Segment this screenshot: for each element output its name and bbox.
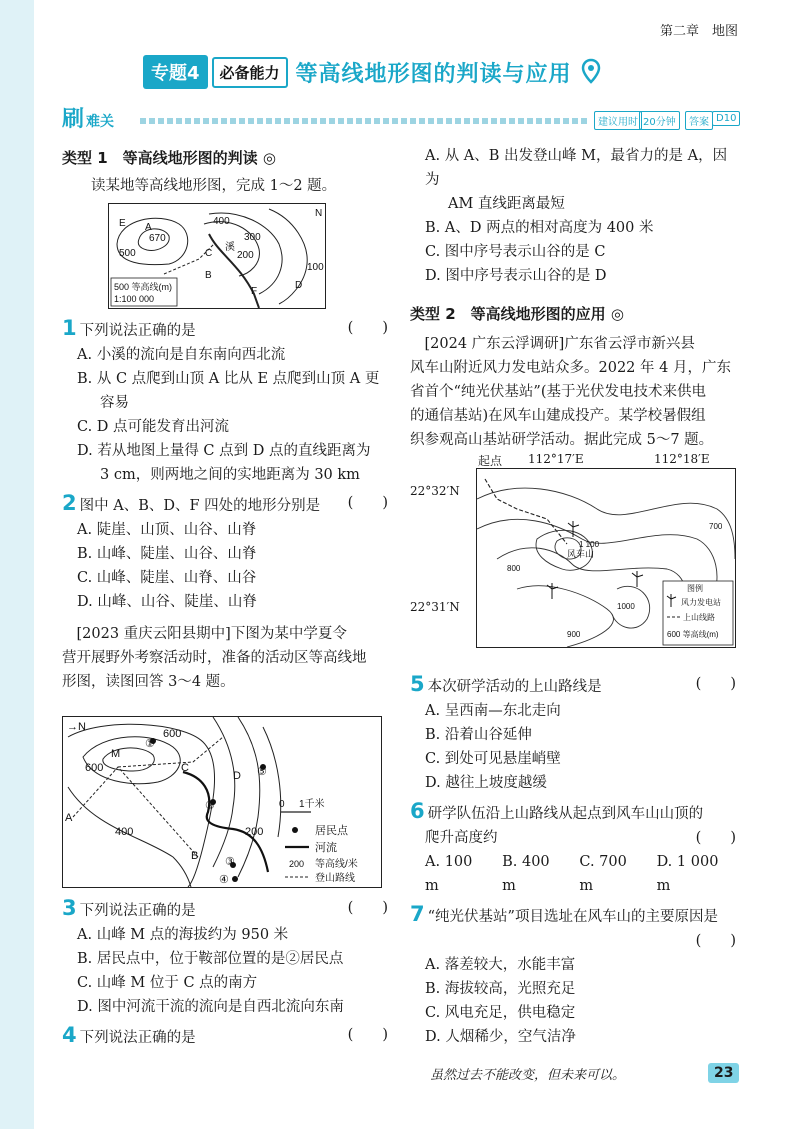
map2-label-400: 400 — [115, 826, 134, 838]
map1-legend-contour: 500 等高线(m) — [114, 282, 173, 292]
map2-label-b: B — [191, 850, 199, 862]
topic-title — [143, 55, 604, 89]
map2-legend-river: 河流 — [315, 842, 337, 854]
q4-option-b: B. A、D 两点的相对高度为 400 米 — [425, 220, 654, 236]
left-margin-strip — [0, 0, 34, 1129]
map3-lon2: 112°18′E — [654, 452, 710, 466]
map2-label-m: M — [111, 748, 121, 760]
map3-legend-contour: 600 等高线(m) — [667, 630, 719, 639]
ability-tag: 必备能力 — [212, 57, 288, 88]
contour-map-1 — [108, 203, 326, 309]
question-4: 4 下列说法正确的是 ( ) — [62, 1023, 388, 1047]
intro-q5-7-l2: 风车山附近风力发电站众多。2022 年 4 月，广东 — [410, 360, 731, 376]
q7-option-b: B. 海拔较高，光照充足 — [425, 981, 576, 997]
intro-q5-7-l3: 省首个“纯光伏基站”(基于光伏发电技术来供电 — [410, 384, 706, 400]
map2-site-3: ③ — [225, 856, 235, 868]
chapter-header: 第二章 地图 — [659, 24, 738, 39]
question-2: 2 图中 A、B、D、F 四处的地形分别是 ( ) — [62, 491, 388, 515]
divider-line — [140, 118, 590, 124]
map3-peak-height: 1 100 — [579, 540, 600, 549]
map2-site-5: ⑤ — [257, 766, 267, 778]
map2-legend-contour-value: 200 — [289, 859, 305, 869]
q3-option-b: B. 居民点中，位于鞍部位置的是②居民点 — [77, 951, 344, 967]
map3-peak-name: 风车山 — [567, 549, 595, 559]
map1-scale: 1:100 000 — [114, 294, 155, 304]
question-6: 6 研学队伍沿上山路线从起点到风车山山顶的 — [410, 799, 704, 823]
q1-option-d-cont: 3 cm，则两地之间的实地距离为 30 km — [100, 467, 360, 483]
map2-label-a: A — [65, 812, 73, 824]
topic-tag: 专题4 — [143, 55, 208, 89]
intro-q1-2: 读某地等高线地形图，完成 1～2 题。 — [91, 178, 337, 194]
map1-label-500: 500 — [119, 248, 136, 259]
map3-c900: 900 — [567, 630, 581, 639]
map1-label-d: D — [295, 280, 303, 291]
q2-option-c: C. 山峰、陡崖、山脊、山谷 — [77, 570, 257, 586]
topic-text: 等高线地形图的判读与应用 — [295, 61, 572, 87]
map2-site-1: ① — [145, 738, 155, 750]
question-1: 1 下列说法正确的是 ( ) — [62, 316, 388, 340]
map2-label-600a: 600 — [163, 728, 182, 740]
left-questions-a — [62, 316, 388, 694]
map2-north: →N — [67, 721, 86, 733]
target-icon: ◎ — [610, 305, 624, 323]
map1-label-stream: 溪 — [225, 242, 235, 253]
map3-lon1: 112°17′E — [528, 452, 584, 466]
map2-label-200: 200 — [245, 826, 264, 838]
map1-label-400: 400 — [213, 216, 230, 227]
page-number: 23 — [708, 1063, 739, 1083]
map1-label-e: E — [119, 218, 126, 229]
contour-map-3 — [476, 468, 736, 648]
contour-map-2 — [62, 716, 382, 888]
target-icon: ◎ — [262, 149, 276, 167]
q4-option-a: A. 从 A、B 出发登山峰 M，最省力的是 A，因为 — [425, 148, 728, 188]
intro-q3-4-l1: [2023 重庆云阳县期中]下图为某中学夏令 — [76, 626, 347, 642]
map1-label-a: A — [145, 222, 152, 233]
q1-option-b: B. 从 C 点爬到山顶 A 比从 E 点爬到山顶 A 更 — [77, 371, 380, 387]
section-type2-heading: 类型 2 等高线地形图的应用 ◎ — [410, 305, 624, 323]
q2-option-a: A. 陡崖、山顶、山谷、山脊 — [77, 522, 257, 538]
intro-q3-4-l2: 营开展野外考察活动时，准备的活动区等高线地 — [62, 650, 367, 666]
map3-lat2: 22°31′N — [410, 600, 460, 614]
q7-option-c: C. 风电充足，供电稳定 — [425, 1005, 576, 1021]
contour-map-3-wrap — [410, 452, 740, 652]
map1-label-200: 200 — [237, 250, 254, 261]
q3-option-c: C. 山峰 M 位于 C 点的南方 — [77, 975, 258, 991]
difficulty-label: 刷难关 — [62, 107, 115, 132]
q5-option-c: C. 到处可见悬崖峭壁 — [425, 751, 561, 767]
q4-option-a-cont: AM 直线距离最短 — [448, 196, 565, 212]
q3-option-a: A. 山峰 M 点的海拔约为 950 米 — [77, 927, 289, 943]
q1-option-a: A. 小溪的流向是自东南向西北流 — [77, 347, 286, 363]
time-value: 20分钟 — [639, 111, 680, 130]
intro-q5-7-l4: 的通信基站)在风车山建成投产。某学校暑假组 — [410, 408, 706, 424]
map2-site-2: ② — [205, 800, 215, 812]
q6-option-a: A. 100 m — [425, 854, 473, 894]
q4-option-d: D. 图中序号表示山谷的是 D — [425, 268, 607, 284]
map1-label-b: B — [205, 270, 212, 281]
map2-legend-contour: 等高线/米 — [315, 859, 358, 870]
wind-turbine-icon — [547, 521, 676, 607]
right-questions — [410, 672, 736, 1049]
q6-option-d: D. 1 000 m — [656, 854, 719, 894]
intro-q5-7-l5: 织参观高山基站研学活动。据此完成 5～7 题。 — [410, 432, 714, 448]
q2-option-d: D. 山峰、山谷、陡崖、山脊 — [77, 594, 257, 610]
q1-option-b-cont: 容易 — [100, 395, 129, 411]
map3-c1000: 1000 — [617, 602, 635, 611]
q1-option-d: D. 若从地图上量得 C 点到 D 点的直线距离为 — [77, 443, 371, 459]
map1-label-c: C — [205, 248, 213, 259]
q7-option-d: D. 人烟稀少，空气洁净 — [425, 1029, 576, 1045]
map1-label-100: 100 — [307, 262, 324, 273]
answer-label: 答案 — [685, 111, 713, 130]
map3-c700: 700 — [709, 522, 723, 531]
map3-c800: 800 — [507, 564, 521, 573]
map3-lat1: 22°32′N — [410, 484, 460, 498]
q6-option-c: C. 700 m — [579, 854, 627, 894]
question-7-paren: ( ) — [695, 933, 736, 949]
q1-option-c: C. D 点可能发育出河流 — [77, 419, 230, 435]
question-7: 7 “纯光伏基站”项目选址在风车山的主要原因是 — [410, 902, 718, 926]
map1-label-f: F — [251, 286, 258, 297]
map2-label-600b: 600 — [85, 762, 104, 774]
section-type1-heading: 类型 1 等高线地形图的判读 ◎ — [62, 149, 276, 167]
intro-q3-4-l3: 形图，读图回答 3～4 题。 — [62, 674, 235, 690]
q4-option-c: C. 图中序号表示山谷的是 C — [425, 244, 606, 260]
map3-legend-route: 上山线路 — [683, 613, 715, 622]
map1-label-300: 300 — [244, 232, 261, 243]
map2-scale-km: 1千米 — [299, 799, 325, 810]
map3-legend-wind: 风力发电站 — [681, 598, 721, 607]
location-pin-icon — [578, 58, 604, 86]
map2-label-c: C — [181, 762, 189, 774]
q6-option-b: B. 400 m — [502, 854, 550, 894]
question-6-cont: 爬升高度约 ( ) — [425, 830, 736, 846]
map2-label-d: D — [233, 770, 241, 782]
map2-site-4: ④ — [219, 874, 229, 886]
map2-legend-settlement: 居民点 — [315, 825, 348, 837]
q5-option-d: D. 越往上坡度越缓 — [425, 775, 547, 791]
map3-legend-title: 图例 — [687, 584, 703, 593]
left-questions-b — [62, 896, 388, 1050]
time-label: 建议用时 — [594, 111, 642, 130]
map1-north: N — [315, 208, 323, 219]
question-3: 3 下列说法正确的是 ( ) — [62, 896, 388, 920]
q7-option-a: A. 落差较大，水能丰富 — [425, 957, 576, 973]
q2-option-b: B. 山峰、陡崖、山谷、山脊 — [77, 546, 257, 562]
question-5: 5 本次研学活动的上山路线是 ( ) — [410, 672, 736, 696]
q6-options — [410, 850, 736, 898]
q5-option-a: A. 呈西南—东北走向 — [425, 703, 561, 719]
map2-scale-zero: 0 — [279, 799, 285, 810]
right-column — [410, 144, 736, 452]
left-column — [62, 146, 388, 198]
map2-legend-route: 登山路线 — [315, 873, 355, 884]
intro-q5-7-l1: [2024 广东云浮调研]广东省云浮市新兴县 — [424, 336, 695, 352]
map1-label-670: 670 — [149, 233, 166, 244]
answer-page: D10 — [712, 111, 740, 126]
q3-option-d: D. 图中河流干流的流向是自西北流向东南 — [77, 999, 344, 1015]
footer-motto: 虽然过去不能改变，但未来可以。 — [430, 1068, 626, 1083]
map3-start: 起点 — [478, 454, 503, 468]
q5-option-b: B. 沿着山谷延伸 — [425, 727, 532, 743]
